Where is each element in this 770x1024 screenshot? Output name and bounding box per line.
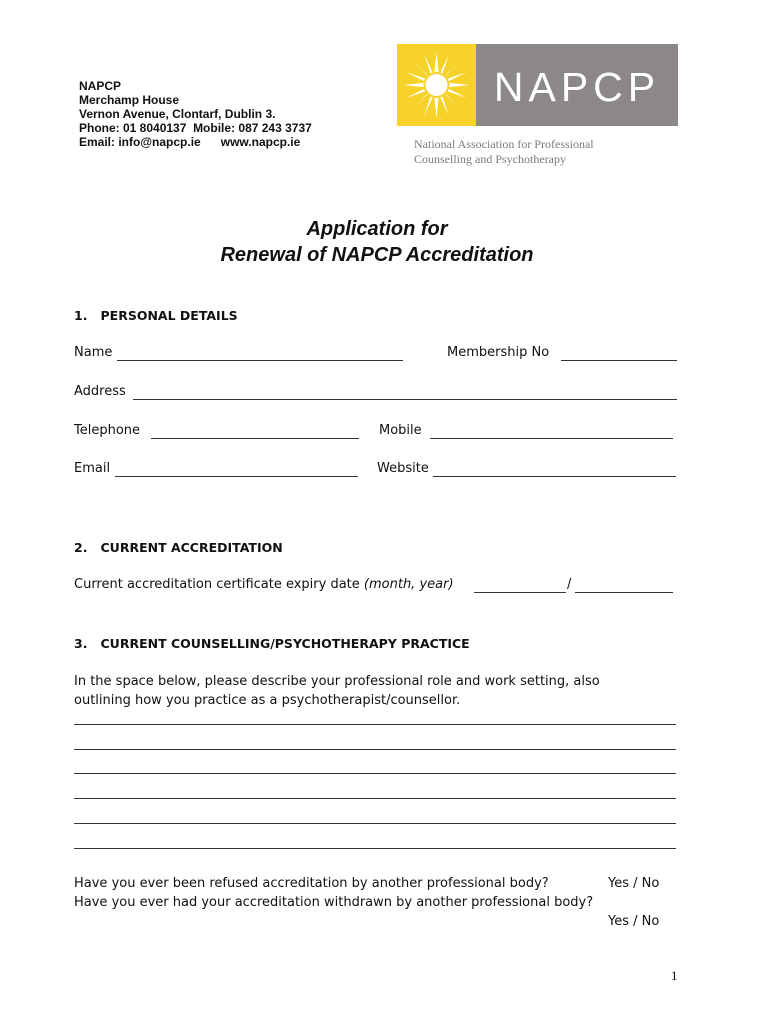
contact-org: NAPCP	[79, 79, 122, 93]
email-field[interactable]	[115, 476, 358, 477]
membership-label: Membership No	[447, 345, 550, 360]
title-line2: Renewal of NAPCP Accreditation	[220, 244, 534, 266]
telephone-label: Telephone	[74, 423, 141, 438]
contact-website: www.napcp.ie	[220, 135, 301, 149]
practice-answer-line[interactable]	[74, 773, 676, 774]
practice-prompt-line1: In the space below, please describe your professional role and work setting, also	[74, 674, 600, 689]
contact-street: Vernon Avenue, Clontarf, Dublin 3.	[79, 107, 276, 121]
name-field[interactable]	[117, 360, 403, 361]
website-field[interactable]	[433, 476, 676, 477]
practice-prompt-line2: outlining how you practice as a psychotherapist/counsellor.	[74, 693, 461, 708]
membership-field[interactable]	[561, 360, 677, 361]
mobile-field[interactable]	[430, 438, 673, 439]
logo-subtitle-line1: National Association for Professional	[414, 137, 594, 151]
name-label: Name	[74, 345, 113, 360]
practice-answer-line[interactable]	[74, 798, 676, 799]
contact-email: Email: info@napcp.ie	[79, 135, 201, 149]
practice-answer-line[interactable]	[74, 749, 676, 750]
mobile-label: Mobile	[379, 423, 422, 438]
address-label: Address	[74, 384, 126, 399]
practice-answer-line[interactable]	[74, 823, 676, 824]
contact-phone: Phone: 01 8040137 Mobile: 087 243 3737	[79, 121, 312, 135]
contact-house: Merchamp House	[79, 93, 180, 107]
contact-block	[79, 79, 312, 149]
expiry-year-field[interactable]	[575, 592, 673, 593]
logo-banner	[476, 44, 678, 126]
title-line1: Application for	[306, 218, 448, 240]
logo-sun-icon	[397, 44, 476, 126]
contact-email-web	[79, 135, 312, 149]
practice-answer-line[interactable]	[74, 848, 676, 849]
logo-name: NAPCP	[493, 64, 661, 110]
logo-subtitle-line2: Counselling and Psychotherapy	[414, 152, 566, 166]
section1-heading: 1. PERSONAL DETAILS	[74, 308, 238, 323]
telephone-field[interactable]	[151, 438, 359, 439]
expiry-hint: (month, year)	[363, 577, 454, 592]
expiry-prompt	[74, 577, 454, 592]
practice-answer-line[interactable]	[74, 724, 676, 725]
refused-question: Have you ever been refused accreditation by another professional body?	[74, 876, 549, 891]
withdrawn-question: Have you ever had your accreditation withdrawn by another professional body?	[74, 895, 594, 910]
website-label: Website	[377, 461, 429, 476]
expiry-separator: /	[567, 577, 572, 592]
expiry-month-field[interactable]	[474, 592, 566, 593]
address-field[interactable]	[133, 399, 677, 400]
section2-heading: 2. CURRENT ACCREDITATION	[74, 540, 283, 555]
email-label: Email	[74, 461, 111, 476]
withdrawn-yes-no[interactable]: Yes / No	[608, 914, 660, 929]
expiry-label: Current accreditation certificate expiry date	[74, 577, 360, 592]
refused-yes-no[interactable]: Yes / No	[608, 876, 660, 891]
page-number: 1	[671, 968, 678, 983]
section3-heading: 3. CURRENT COUNSELLING/PSYCHOTHERAPY PRACTICE	[74, 636, 470, 651]
logo-subtitle	[414, 137, 594, 167]
